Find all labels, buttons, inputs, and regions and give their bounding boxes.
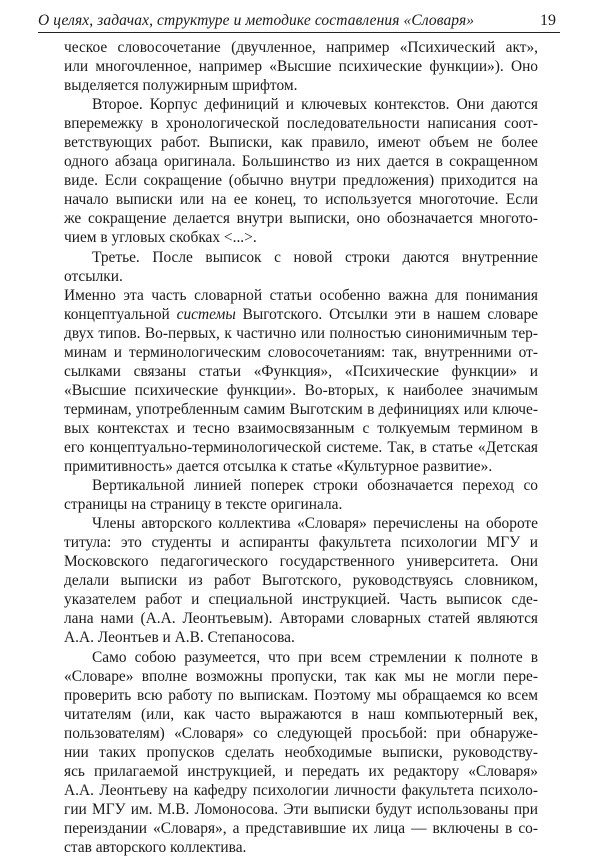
text-line: А.А. Леонтьеву на кафедру психологии личности факультета психоло- <box>64 781 538 799</box>
text-line: Второе. Корпус дефиниций и ключевых контекстов. Они даются <box>92 96 538 114</box>
text-line: читателям (или, как часто выражаются в наш компьютерный век, <box>64 705 538 723</box>
emphasized-word: системы <box>176 305 236 323</box>
text-line: Само собою разумеется, что при всем стремлении к полноте в <box>92 648 538 666</box>
text-line: А.А. Леонтьев и А.В. Степаносова. <box>64 629 295 647</box>
text-fragment: концептуальной <box>64 305 177 323</box>
text-line: же сокращение делается внутри выписки, оно обозначается многото- <box>64 210 538 228</box>
text-line: минам и терминологическим словосочетаниям: так, внутренними от- <box>64 343 538 361</box>
text-line: виде. Если сокращение (обычно внутри предложения) приходится на <box>64 172 538 190</box>
text-line <box>64 305 538 324</box>
text-line: лана нами (А.А. Леонтьевым). Авторами словарных статей являются <box>64 610 538 628</box>
text-line: его концептуально-терминологической системе. Так, в статье «Детская <box>64 438 538 456</box>
text-line: Вертикальной линией поперек строки обозначается переход со <box>92 477 538 495</box>
text-line: ясь прилагаемой инструкцией, и передать их редактору «Словаря» <box>64 762 538 780</box>
text-line: начало выписки или на ее конец, то используется многоточие. Если <box>64 191 538 209</box>
text-line: проверить всю работу по выпискам. Поэтому мы обращаемся ко всем <box>64 686 538 704</box>
body-text <box>64 38 538 857</box>
text-line: сылками связаны статьи «Функция», «Психические функции» и <box>64 362 538 380</box>
text-line: Московского педагогического государственного университета. Они <box>64 553 538 571</box>
text-line: вперемежку в хронологической последовательности написания соот- <box>64 115 538 133</box>
running-title: О целях, задачах, структуре и методике составления «Словаря» <box>38 12 475 29</box>
text-line: примитивность» дается отсылка к статье «Культурное развитие». <box>64 458 493 476</box>
text-line: чием в угловых скобках <...>. <box>64 229 257 247</box>
text-line: терминам, употребленным самим Выготским в дефинициях или ключе- <box>64 400 538 418</box>
text-line: Третье. После выписок с новой строки даются внутренние отсылки. <box>64 248 538 285</box>
text-line: пользователям) «Словаря» со следующей просьбой: при обнаруже- <box>64 724 538 742</box>
text-line: ческое словосочетание (двучленное, например «Психический акт», <box>64 39 538 56</box>
text-line: став авторского коллектива. <box>64 838 247 856</box>
text-line: «Словаре» вполне возможны пропуски, так как мы не могли пере- <box>64 667 538 685</box>
header-rule <box>38 32 560 33</box>
text-line: вых контекстах и тесно взаимосвязанным с толкуемым термином в <box>64 419 538 437</box>
text-line: страницы на страницу в тексте оригинала. <box>64 496 343 514</box>
text-line: ветствующих работ. Выписки, как правило, имеют объем не более <box>64 134 538 152</box>
text-line: двух типов. Во-первых, к частично или полностью синонимичным тер- <box>64 324 538 342</box>
running-header <box>38 6 556 30</box>
text-line: указателем работ и специальной инструкцией. Часть выписок сде- <box>64 591 538 609</box>
text-fragment: Выготского. Отсылки эти в нашем словаре <box>235 305 538 323</box>
text-line: или многочленное, например «Высшие психические функции»). Оно <box>64 58 538 76</box>
text-line: Именно эта часть словарной статьи особенно важна для понимания <box>64 286 538 304</box>
text-line: выделяется полужирным шрифтом. <box>64 77 298 95</box>
page-number: 19 <box>540 12 556 29</box>
text-line: одного абзаца оригинала. Большинство из них дается в сокращенном <box>64 153 538 171</box>
text-line: нии таких пропусков сделать необходимые выписки, руководству- <box>64 743 538 761</box>
text-line: «Высшие психические функции». Во-вторых, к наиболее значимым <box>64 381 538 399</box>
text-line: делали выписки из работ Выготского, руководствуясь словником, <box>64 572 538 590</box>
text-line: гии МГУ им. М.В. Ломоносова. Эти выписки будут использованы при <box>64 800 538 818</box>
text-line: Члены авторского коллектива «Словаря» перечислены на обороте <box>92 515 538 533</box>
text-line: переиздании «Словаря», а представившие их лица — включены в со- <box>64 819 538 837</box>
text-line: титула: это студенты и аспиранты факультета психологии МГУ и <box>64 534 538 552</box>
